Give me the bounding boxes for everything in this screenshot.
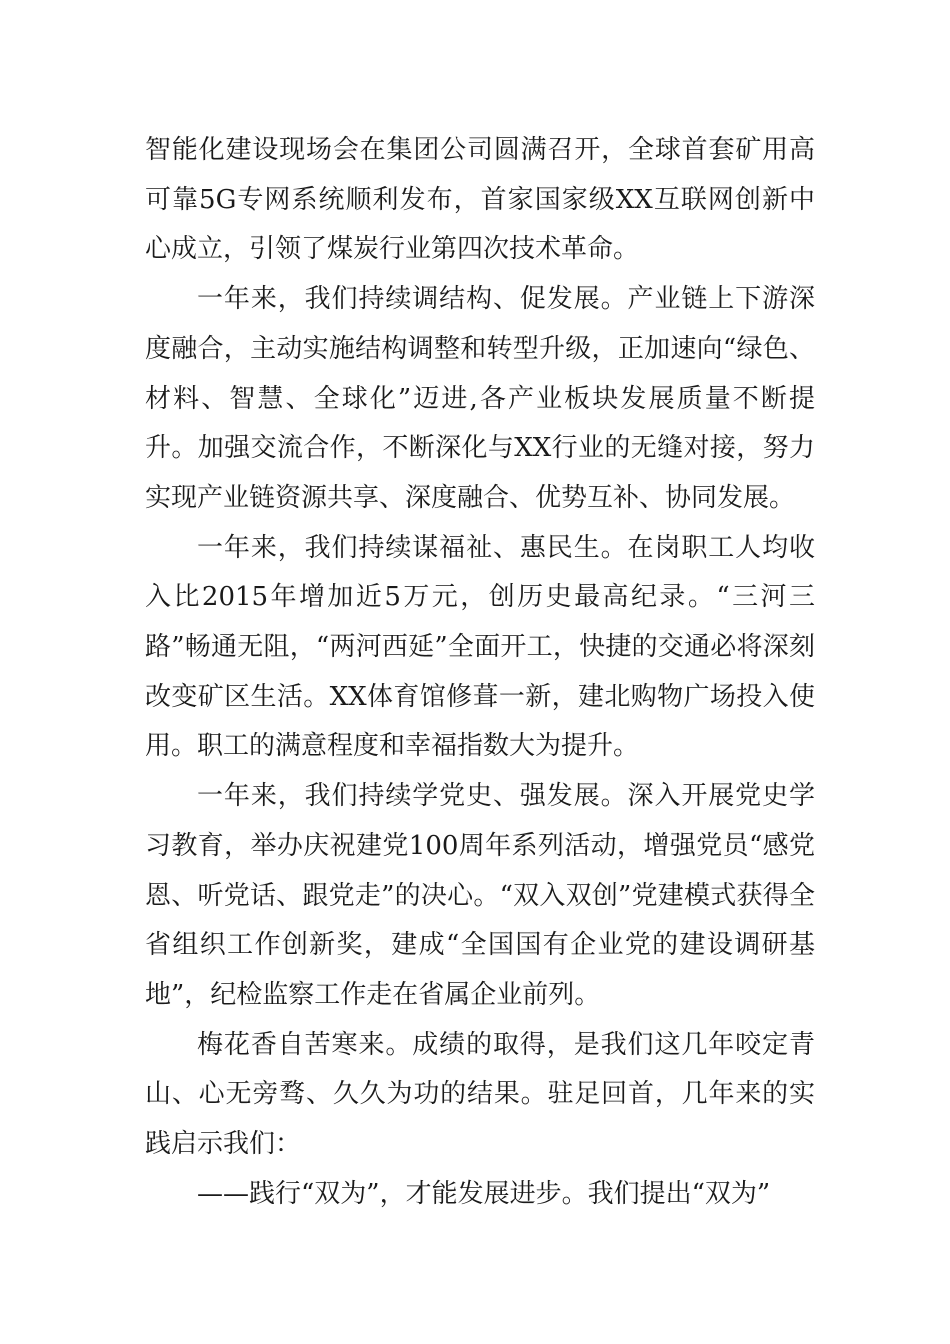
paragraph-welfare-livelihood: 一年来，我们持续谋福祉、惠民生。在岗职工人均收入比2015年增加近5万元，创历史最高纪录。“三河三路”畅通无阻，“两河西延”全面开工，快捷的交通必将深刻改变矿区生活。XX体育馆修葺一新，建北购物广场投入使用。职工的满意程度和幸福指数大为提升。 — [145, 532, 815, 762]
document-body — [145, 126, 815, 1219]
paragraph-achievements-reflection: 梅花香自苦寒来。成绩的取得，是我们这几年咬定青山、心无旁骛、久久为功的结果。驻足回首，几年来的实践启示我们： — [145, 1029, 815, 1160]
paragraph-intro-continuation: 智能化建设现场会在集团公司圆满召开，全球首套矿用高可靠5G专网系统顺利发布，首家国家级XX互联网创新中心成立，引领了煤炭行业第四次技术革命。 — [145, 135, 815, 265]
paragraph-practice-double-wei: ——践行“双为”，才能发展进步。我们提出“双为” — [197, 1178, 771, 1209]
paragraph-party-history: 一年来，我们持续学党史、强发展。深入开展党史学习教育，举办庆祝建党100周年系列活动，增强党员“感党恩、听党话、跟党走”的决心。“双入双创”党建模式获得全省组织工作创新奖，建成“全国国有企业党的建设调研基地”，纪检监察工作走在省属企业前列。 — [145, 781, 815, 1010]
paragraph-structure-development: 一年来，我们持续调结构、促发展。产业链上下游深度融合，主动实施结构调整和转型升级，正加速向“绿色、材料、智慧、全球化”迈进,各产业板块发展质量不断提升。加强交流合作，不断深化与XX行业的无缝对接，努力实现产业链资源共享、深度融合、优势互补、协同发展。 — [145, 284, 815, 513]
